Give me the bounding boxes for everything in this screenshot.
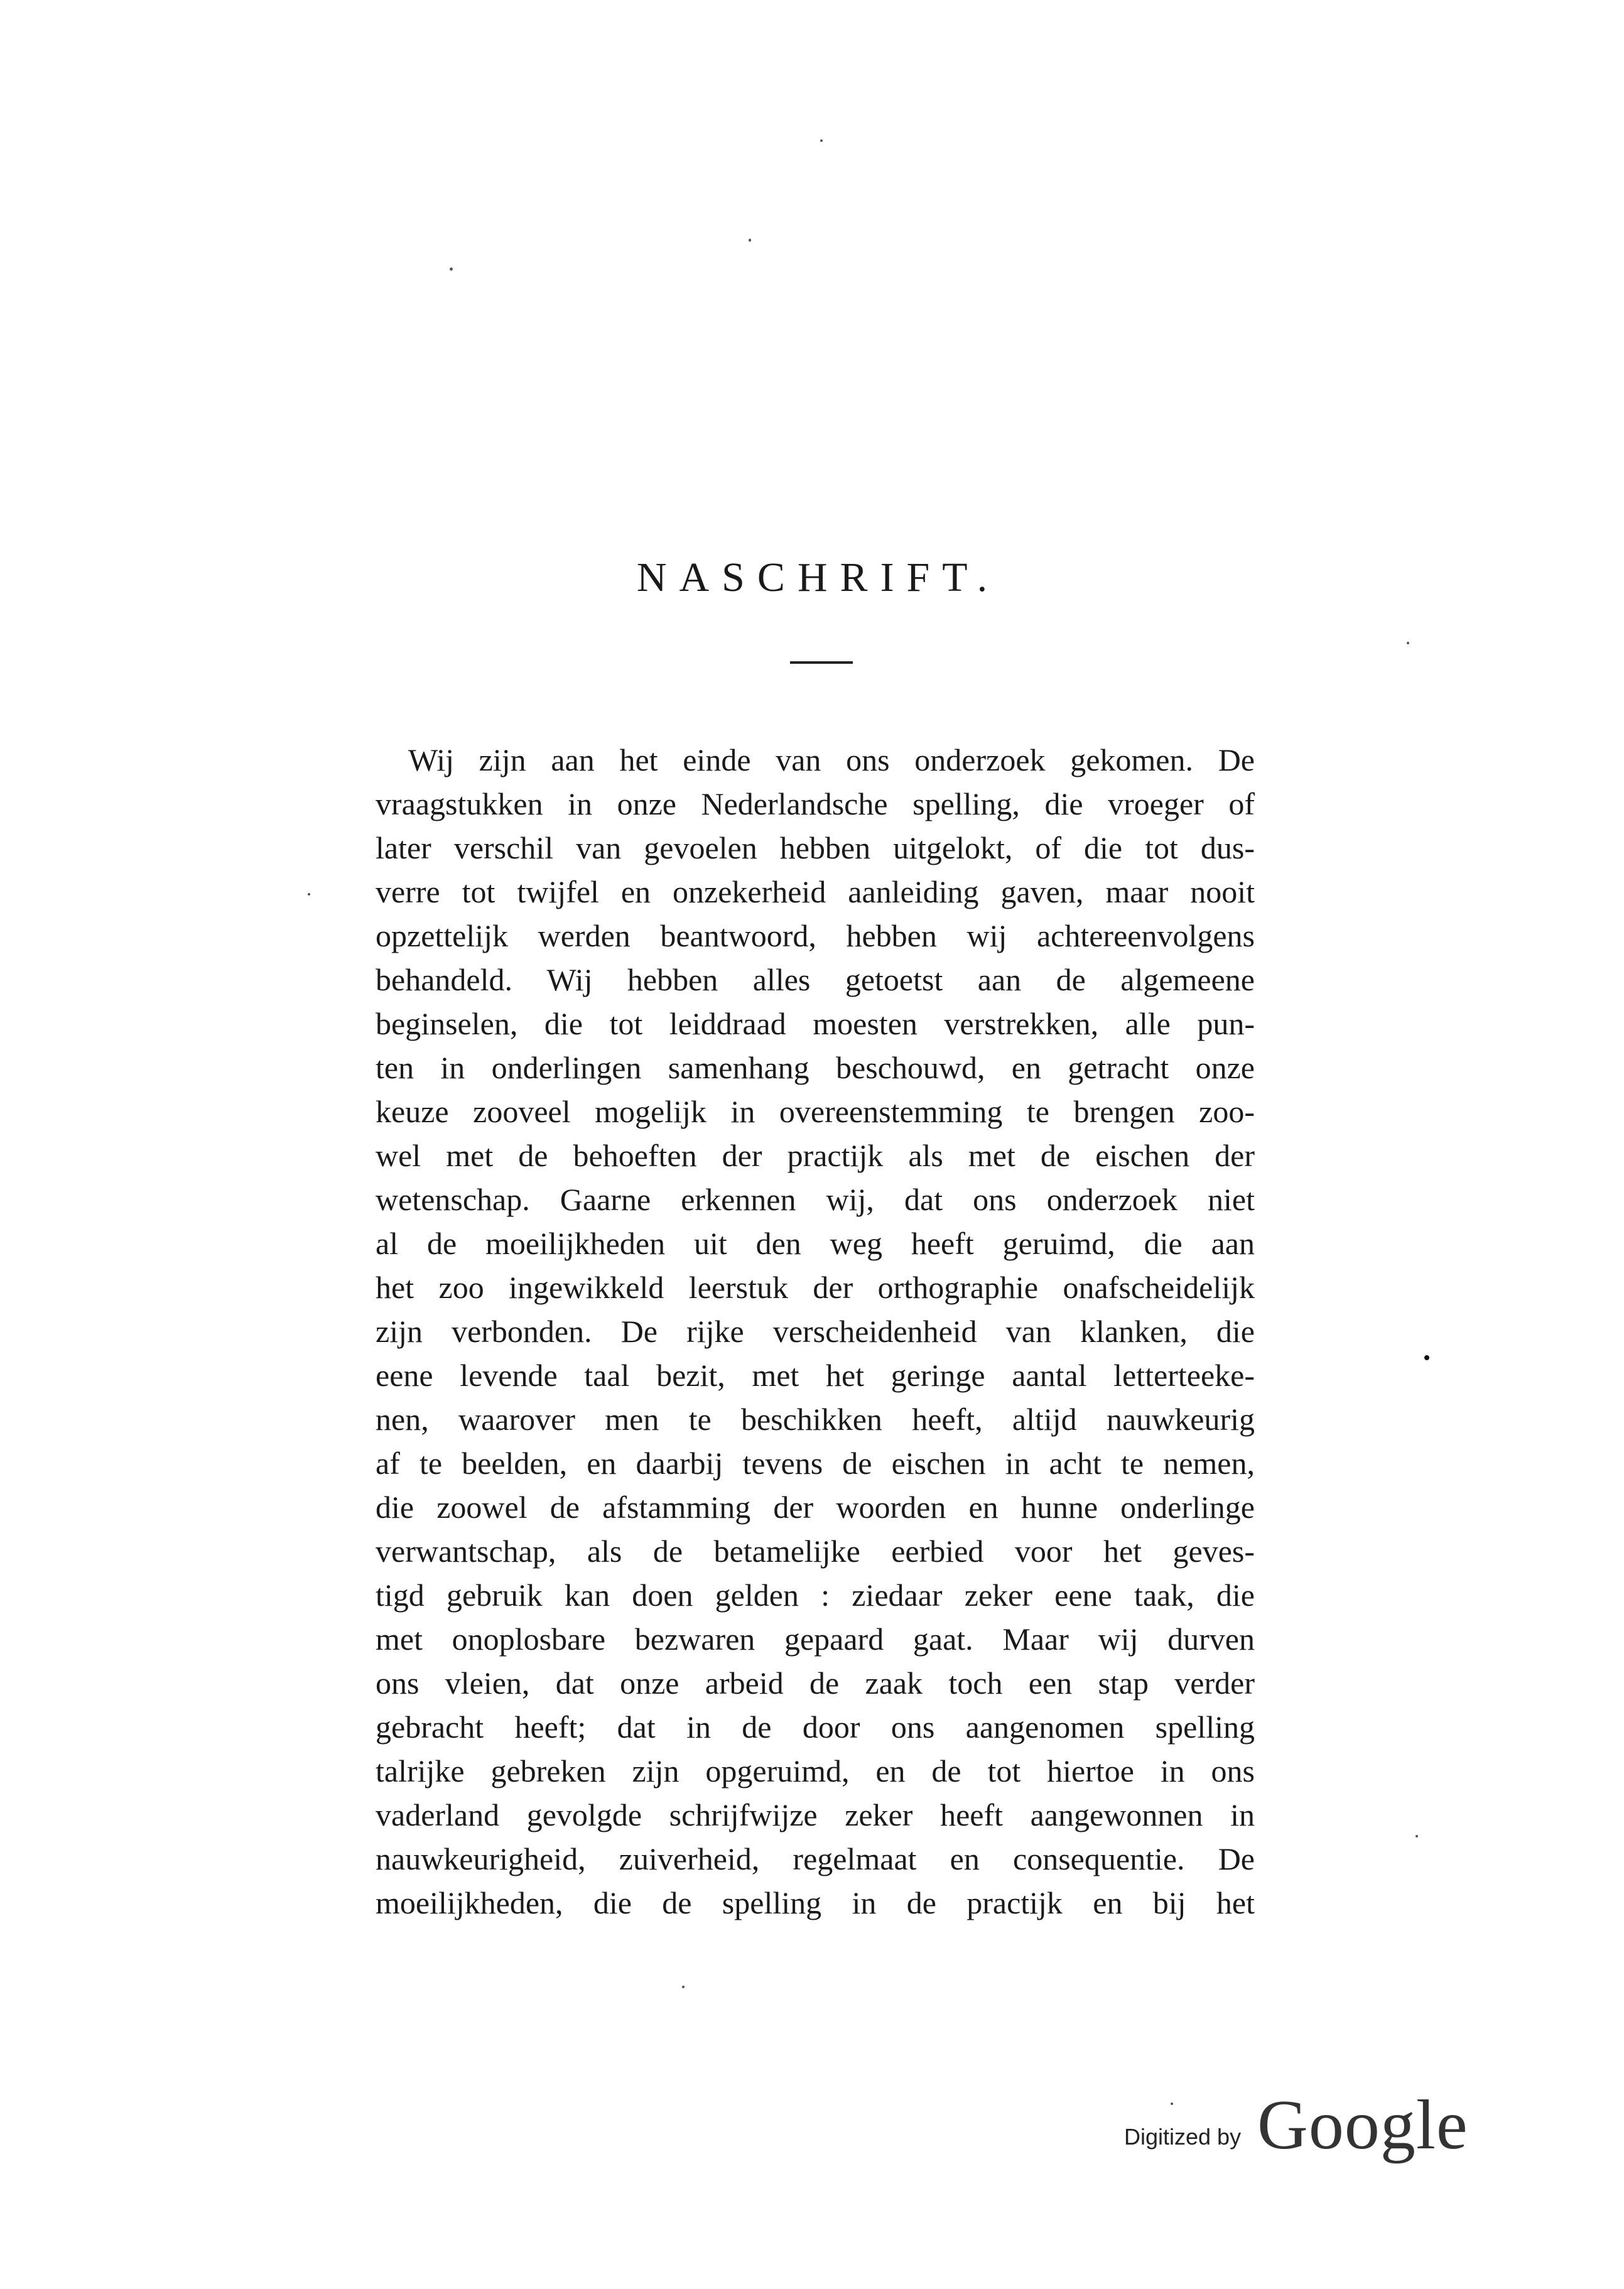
text-line: Wij zijn aan het einde van ons onderzoek gekomen. De [408,742,1255,777]
scan-speck [450,268,453,271]
text-line: vaderland gevolgde schrijfwijze zeker heeft aangewonnen in [376,1797,1255,1832]
text-line: opzettelijk werden beantwoord, hebben wij achtereenvolgens [376,918,1255,953]
google-logo: Google [1257,2086,1468,2164]
title-rule [790,661,853,664]
text-line: eene levende taal bezit, met het geringe aantal letterteeke- [376,1358,1255,1393]
scan-speck [308,893,310,896]
scan-speck [682,1986,685,1988]
scan-speck [1424,1355,1429,1360]
text-line: gebracht heeft; dat in de door ons aangenomen spelling [376,1709,1255,1745]
text-line: verre tot twijfel en onzekerheid aanleiding gaven, maar nooit [376,874,1255,909]
text-line: beginselen, die tot leiddraad moesten verstrekken, alle pun- [376,1006,1255,1041]
scan-speck [1416,1835,1418,1837]
text-line: het zoo ingewikkeld leerstuk der orthographie onafscheidelijk [376,1270,1255,1305]
text-line: met onoplosbare bezwaren gepaard gaat. Maar wij durven [376,1621,1255,1657]
text-line: later verschil van gevoelen hebben uitgelokt, of die tot dus- [376,830,1255,865]
text-line: af te beelden, en daarbij tevens de eischen in acht te nemen, [376,1446,1255,1481]
scan-speck [1407,642,1409,644]
text-line: tigd gebruik kan doen gelden : ziedaar zeker eene taak, die [376,1577,1255,1613]
text-line: nen, waarover men te beschikken heeft, altijd nauwkeurig [376,1402,1255,1437]
page-title: NASCHRIFT. [636,555,1000,601]
text-line: die zoowel de afstamming der woorden en hunne onderlinge [376,1490,1255,1525]
text-line: vraagstukken in onze Nederlandsche spelling, die vroeger of [376,786,1255,821]
text-line: ons vleien, dat onze arbeid de zaak toch een stap verder [376,1665,1255,1701]
scan-speck [820,139,823,142]
text-line: moeilijkheden, die de spelling in de practijk en bij het [376,1885,1255,1920]
text-line: behandeld. Wij hebben alles getoetst aan de algemeene [376,962,1255,997]
text-line: wel met de behoeften der practijk als met de eischen der [376,1138,1255,1173]
text-line: zijn verbonden. De rijke verscheidenheid van klanken, die [376,1314,1255,1349]
digitized-by-label: Digitized by [1124,2124,1242,2150]
text-line: talrijke gebreken zijn opgeruimd, en de tot hiertoe in ons [376,1753,1255,1788]
text-line: ten in onderlingen samenhang beschouwd, en getracht onze [376,1050,1255,1085]
text-line: keuze zooveel mogelijk in overeenstemming te brengen zoo- [376,1094,1255,1129]
text-line: nauwkeurigheid, zuiverheid, regelmaat en consequentie. De [376,1841,1255,1876]
text-line: al de moeilijkheden uit den weg heeft geruimd, die aan [376,1226,1255,1261]
digitized-by-watermark [1124,2085,1476,2179]
body-text [376,738,1255,1925]
text-line: wetenschap. Gaarne erkennen wij, dat ons onderzoek niet [376,1182,1255,1217]
scan-speck [749,239,751,242]
text-line: verwantschap, als de betamelijke eerbied voor het geves- [376,1534,1255,1569]
